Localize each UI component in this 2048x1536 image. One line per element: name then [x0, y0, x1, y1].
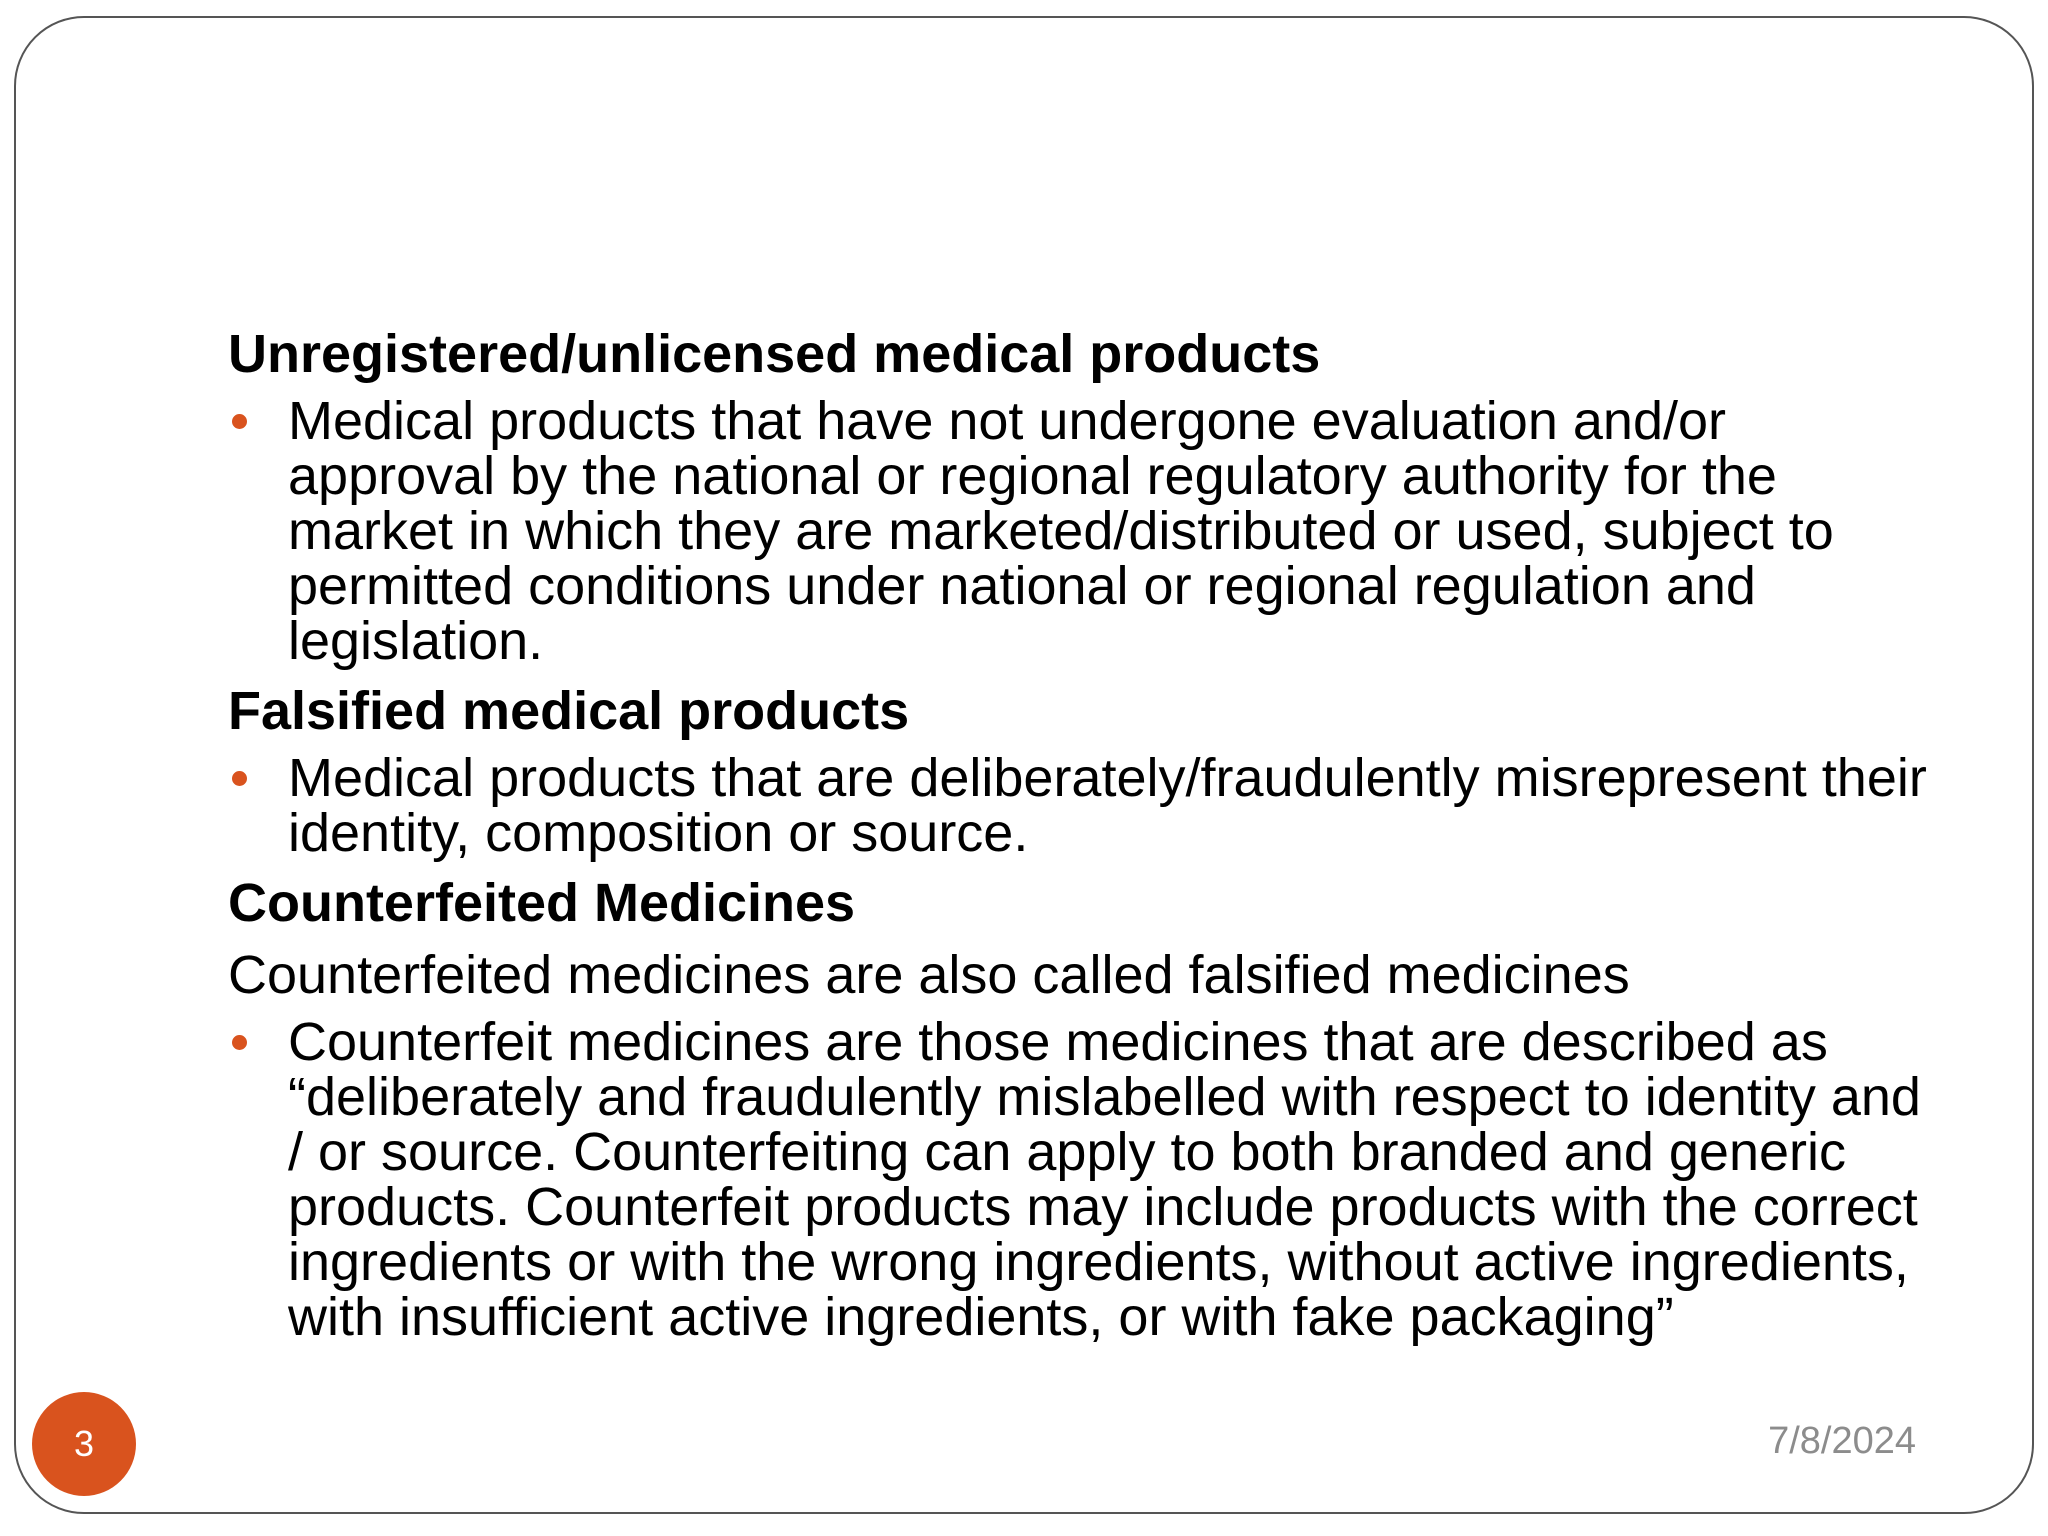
slide-content [228, 322, 1948, 1355]
bullet-item-counterfeit [228, 1012, 1948, 1347]
section-intro-text: Counterfeited medicines are also called falsified medicines [228, 945, 1630, 1005]
slide-number: 3 [73, 1423, 95, 1464]
bullet-text: Medical products that have not undergone evaluation and/or approval by the national or regional regulatory authority for the market in which they are marketed/distributed or used, subject to permitted conditions under national or regional regulation and legislation. [288, 391, 1834, 671]
slide-number-badge [32, 1392, 136, 1496]
bullet-item-unregistered [228, 391, 1948, 671]
bullet-text: Counterfeit medicines are those medicines that are described as “deliberately and fraudulently mislabelled with respect to identity and / or source. Counterfeiting can apply to both branded and generic products. Counterfeit products may include products with the correct ingredients or with the wrong ingredients, without active ingredients, with insufficient active ingredients, or with fake packaging” [288, 1012, 1921, 1347]
bullet-item-falsified [228, 748, 1948, 863]
bullet-dot-icon [232, 771, 247, 786]
bullet-dot-icon [232, 414, 247, 429]
section-heading-counterfeited: Counterfeited Medicines [228, 873, 856, 933]
bullet-text: Medical products that are deliberately/fraudulently misrepresent their identity, composition or source. [288, 748, 1927, 863]
section-heading-falsified: Falsified medical products [228, 681, 910, 741]
section-heading-unregistered: Unregistered/unlicensed medical products [228, 324, 1321, 384]
bullet-dot-icon [232, 1035, 247, 1050]
slide-date: 7/8/2024 [1768, 1420, 1916, 1462]
